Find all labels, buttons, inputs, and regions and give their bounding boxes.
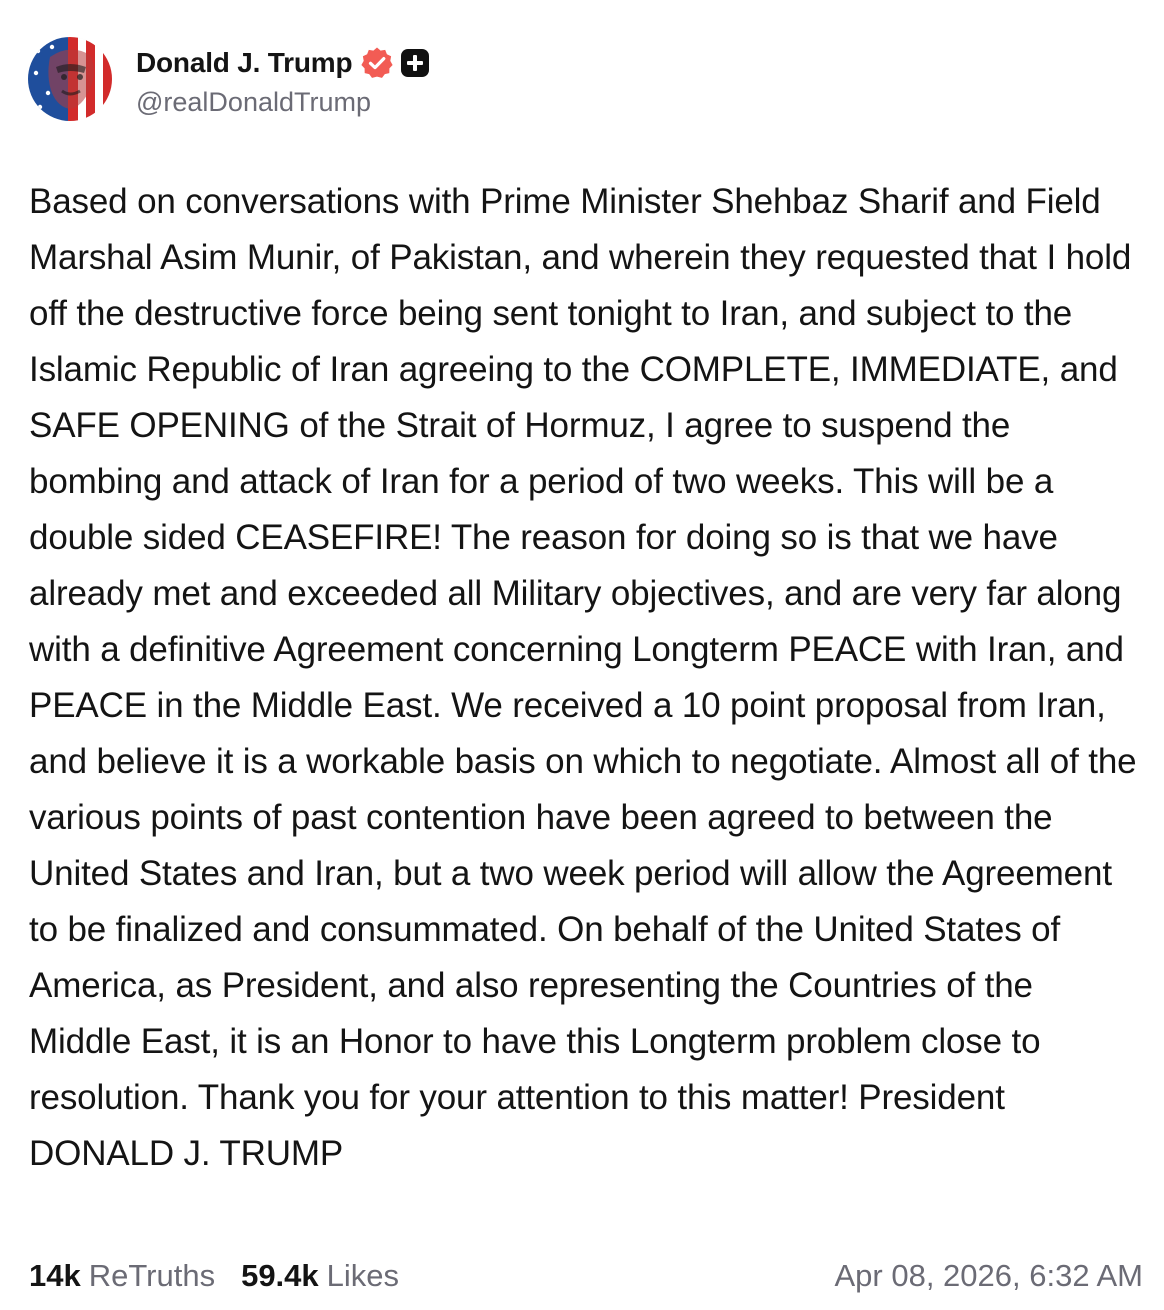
post-timestamp[interactable]: Apr 08, 2026, 6:32 AM (834, 1258, 1143, 1293)
post-footer (29, 1252, 1143, 1300)
retruths-stat[interactable] (29, 1258, 215, 1294)
verified-badge-icon (360, 46, 394, 80)
likes-stat[interactable] (241, 1258, 399, 1294)
avatar[interactable] (28, 37, 112, 121)
likes-count: 59.4k (241, 1258, 319, 1293)
post-text: Based on conversations with Prime Minister Shehbaz Sharif and Field Marshal Asim Munir, of Pakistan, and wherein they requested that I hold off the destructive force being sent tonight to Iran, and subject to the Islamic Republic of Iran agreeing to the COMPLETE, IMMEDIATE, and SAFE OPENING of the Strait of Hormuz, I agree to suspend the bombing and attack of Iran for a period of two weeks. This will be a double sided CEASEFIRE! The reason for doing so is that we have already met and exceeded all Military objectives, and are very far along with a definitive Agreement concerning Longterm PEACE with Iran, and PEACE in the Middle East. We received a 10 point proposal from Iran, and believe it is a workable basis on which to negotiate. Almost all of the various points of past contention have been agreed to between the United States and Iran, but a two week period will allow the Agreement to be finalized and consummated. On behalf of the United States of America, as President, and also representing the Countries of the Middle East, it is an Honor to have this Longterm problem close to resolution. Thank you for your attention to this matter! President DONALD J. TRUMP (29, 182, 1147, 1173)
retruths-label: ReTruths (88, 1258, 216, 1293)
plus-badge-icon (400, 48, 430, 78)
name-row (136, 41, 430, 85)
handle[interactable]: @realDonaldTrump (136, 86, 371, 117)
display-name[interactable]: Donald J. Trump (136, 46, 353, 78)
author-names (136, 41, 430, 118)
likes-label: Likes (326, 1258, 400, 1293)
flag-portrait-avatar-icon (28, 37, 112, 121)
post-header (28, 36, 430, 122)
retruths-count: 14k (29, 1258, 81, 1293)
post-stats (29, 1258, 399, 1294)
